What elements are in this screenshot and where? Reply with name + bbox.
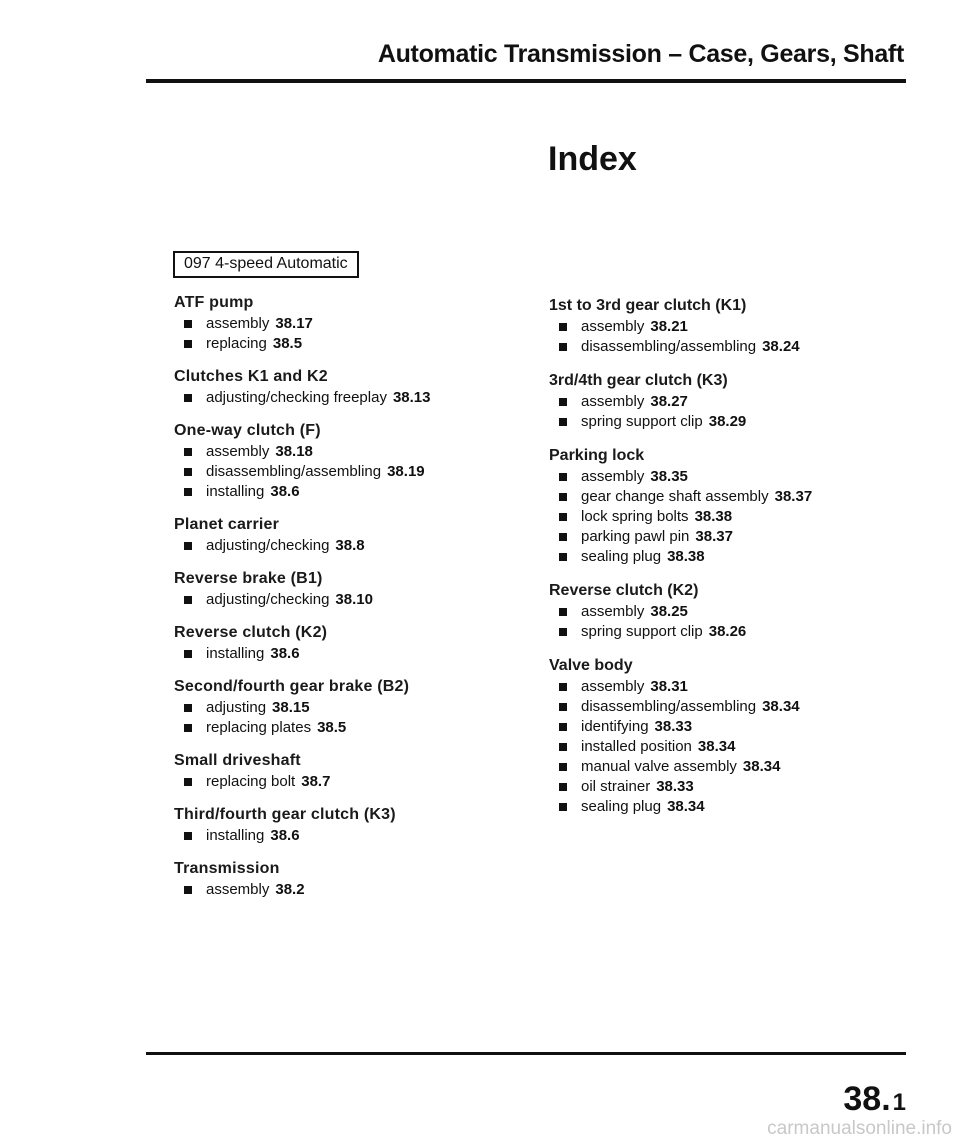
index-group-title: Reverse clutch (K2)	[174, 624, 328, 641]
index-item-page-ref: 38.18	[275, 443, 313, 460]
square-bullet-icon	[184, 704, 192, 712]
square-bullet-icon	[184, 778, 192, 786]
index-item	[174, 334, 534, 354]
index-item-page-ref: 38.19	[387, 463, 425, 480]
index-item-page-ref: 38.2	[275, 881, 305, 898]
transmission-tag: 097 4-speed Automatic	[173, 251, 359, 278]
index-item-page-ref: 38.33	[656, 778, 694, 795]
index-group	[549, 581, 909, 642]
index-item	[549, 527, 909, 547]
square-bullet-icon	[559, 763, 567, 771]
square-bullet-icon	[184, 886, 192, 894]
index-item-text: lock spring bolts	[581, 508, 689, 525]
index-item	[549, 757, 909, 777]
index-item	[549, 507, 909, 527]
header-rule	[146, 79, 906, 83]
index-item-text: oil strainer	[581, 778, 651, 795]
square-bullet-icon	[184, 394, 192, 402]
index-item-page-ref: 38.7	[301, 773, 331, 790]
index-item-text: spring support clip	[581, 623, 703, 640]
index-item-page-ref: 38.26	[708, 623, 747, 640]
index-item-text: installed position	[581, 738, 692, 755]
index-item	[549, 697, 909, 717]
index-group-title: Clutches K1 and K2	[174, 368, 328, 385]
index-item	[549, 412, 909, 432]
index-item-page-ref: 38.6	[270, 483, 300, 500]
index-group-title: 1st to 3rd gear clutch (K1)	[549, 297, 747, 314]
index-item-list	[174, 590, 534, 610]
square-bullet-icon	[184, 448, 192, 456]
index-item-text: adjusting/checking freeplay	[206, 389, 387, 406]
square-bullet-icon	[559, 343, 567, 351]
index-item	[174, 772, 534, 792]
index-title: Index	[548, 140, 637, 178]
index-item	[174, 644, 534, 664]
square-bullet-icon	[559, 608, 567, 616]
index-item-list	[174, 698, 534, 738]
index-item-list	[174, 880, 534, 900]
index-item-text: disassembling/assembling	[206, 463, 382, 480]
index-group-title: Parking lock	[549, 447, 645, 464]
square-bullet-icon	[184, 724, 192, 732]
index-group	[174, 569, 534, 610]
index-item	[549, 737, 909, 757]
index-item-page-ref: 38.27	[650, 393, 688, 410]
index-group-title: Second/fourth gear brake (B2)	[174, 678, 410, 695]
index-item-text: installing	[206, 483, 265, 500]
index-column-left	[174, 293, 534, 913]
page-number	[843, 1080, 906, 1119]
index-item-page-ref: 38.37	[774, 488, 813, 505]
index-item	[174, 462, 534, 482]
index-item-text: assembly	[581, 678, 645, 695]
index-item-list	[549, 602, 909, 642]
square-bullet-icon	[559, 513, 567, 521]
index-group-title: Reverse clutch (K2)	[549, 582, 699, 599]
index-item	[549, 622, 909, 642]
index-item-text: installing	[206, 645, 265, 662]
index-group	[174, 293, 534, 354]
index-item-text: replacing plates	[206, 719, 312, 736]
index-item	[549, 797, 909, 817]
index-item-text: spring support clip	[581, 413, 703, 430]
index-item	[549, 487, 909, 507]
index-group-title: Reverse brake (B1)	[174, 570, 323, 587]
index-item-page-ref: 38.34	[667, 798, 705, 815]
index-item-text: disassembling/assembling	[581, 338, 757, 355]
index-item	[549, 337, 909, 357]
square-bullet-icon	[184, 596, 192, 604]
footer-rule	[146, 1052, 906, 1055]
index-group	[174, 515, 534, 556]
index-item-text: parking pawl pin	[581, 528, 690, 545]
index-group-title: Small driveshaft	[174, 752, 301, 769]
index-group	[174, 805, 534, 846]
index-item	[174, 718, 534, 738]
index-item-list	[174, 536, 534, 556]
index-item-text: sealing plug	[581, 798, 662, 815]
index-item-page-ref: 38.21	[650, 318, 688, 335]
square-bullet-icon	[559, 323, 567, 331]
index-group	[549, 446, 909, 567]
index-item-page-ref: 38.24	[762, 338, 800, 355]
index-item	[549, 777, 909, 797]
index-item	[549, 392, 909, 412]
index-group-title: One-way clutch (F)	[174, 422, 321, 439]
square-bullet-icon	[559, 473, 567, 481]
index-item-text: assembly	[206, 881, 270, 898]
index-item-page-ref: 38.31	[650, 678, 688, 695]
index-item-page-ref: 38.6	[270, 827, 300, 844]
index-item	[549, 717, 909, 737]
index-item-page-ref: 38.5	[272, 335, 303, 352]
page-number-sub: 1	[892, 1089, 906, 1116]
square-bullet-icon	[184, 320, 192, 328]
index-item-list	[549, 467, 909, 567]
square-bullet-icon	[184, 468, 192, 476]
index-group	[549, 296, 909, 357]
index-item-text: assembly	[206, 315, 270, 332]
index-item-text: adjusting/checking	[206, 537, 330, 554]
index-group	[174, 751, 534, 792]
index-item-text: assembly	[581, 468, 645, 485]
square-bullet-icon	[184, 340, 192, 348]
index-item	[174, 826, 534, 846]
square-bullet-icon	[559, 553, 567, 561]
index-item-page-ref: 38.13	[392, 389, 431, 406]
index-item-page-ref: 38.29	[708, 413, 747, 430]
index-group	[174, 367, 534, 408]
square-bullet-icon	[559, 398, 567, 406]
index-item	[174, 698, 534, 718]
index-item-text: gear change shaft assembly	[581, 488, 769, 505]
index-group	[174, 421, 534, 502]
index-item-page-ref: 38.5	[317, 719, 347, 736]
index-item-text: replacing	[206, 335, 267, 352]
index-item-list	[174, 644, 534, 664]
index-column-right	[549, 296, 909, 831]
index-item	[174, 388, 534, 408]
page-header-title: Automatic Transmission – Case, Gears, Shaft	[377, 40, 904, 68]
index-item-page-ref: 38.6	[270, 645, 300, 662]
index-item-list	[174, 388, 534, 408]
index-item-text: assembly	[581, 318, 645, 335]
index-item	[549, 547, 909, 567]
index-item-text: manual valve assembly	[581, 758, 737, 775]
index-item-page-ref: 38.38	[667, 548, 705, 565]
index-item-text: adjusting	[206, 699, 267, 716]
index-item-list	[549, 317, 909, 357]
index-item	[174, 314, 534, 334]
square-bullet-icon	[184, 832, 192, 840]
index-item-text: disassembling/assembling	[581, 698, 757, 715]
index-group-title: Transmission	[174, 860, 280, 877]
index-item-text: assembly	[581, 603, 645, 620]
index-item-page-ref: 38.25	[650, 603, 688, 620]
index-item-text: assembly	[206, 443, 270, 460]
index-item-page-ref: 38.17	[275, 315, 313, 332]
index-item	[174, 482, 534, 502]
index-item-page-ref: 38.34	[742, 758, 781, 775]
index-item-list	[174, 442, 534, 502]
square-bullet-icon	[559, 418, 567, 426]
index-item-text: adjusting/checking	[206, 591, 330, 608]
square-bullet-icon	[559, 743, 567, 751]
index-item-page-ref: 38.38	[694, 508, 733, 525]
index-group	[174, 677, 534, 738]
square-bullet-icon	[184, 542, 192, 550]
index-item	[549, 677, 909, 697]
index-group-title: Third/fourth gear clutch (K3)	[174, 806, 396, 823]
index-group	[174, 623, 534, 664]
index-item	[549, 602, 909, 622]
watermark: carmanualsonline.info	[767, 1118, 952, 1139]
index-item-page-ref: 38.10	[335, 591, 373, 608]
index-group-title: 3rd/4th gear clutch (K3)	[549, 372, 728, 389]
square-bullet-icon	[559, 703, 567, 711]
index-group	[549, 371, 909, 432]
index-item-page-ref: 38.33	[654, 718, 693, 735]
index-item-text: assembly	[581, 393, 645, 410]
index-item-page-ref: 38.34	[762, 698, 800, 715]
index-group-title: Valve body	[549, 657, 633, 674]
index-group	[174, 859, 534, 900]
index-item-text: installing	[206, 827, 265, 844]
square-bullet-icon	[559, 723, 567, 731]
index-item-text: identifying	[581, 718, 649, 735]
index-item-page-ref: 38.15	[272, 699, 310, 716]
index-item-text: sealing plug	[581, 548, 662, 565]
page-number-main: 38.	[843, 1080, 891, 1118]
index-item-page-ref: 38.8	[335, 537, 365, 554]
square-bullet-icon	[559, 493, 567, 501]
index-item-page-ref: 38.34	[697, 738, 736, 755]
index-group-title: Planet carrier	[174, 516, 280, 533]
index-item	[174, 590, 534, 610]
index-item-page-ref: 38.37	[695, 528, 733, 545]
index-item-list	[549, 392, 909, 432]
index-group	[549, 656, 909, 817]
square-bullet-icon	[559, 783, 567, 791]
index-item-text: replacing bolt	[206, 773, 296, 790]
index-item	[174, 536, 534, 556]
index-group-title: ATF pump	[174, 294, 254, 311]
square-bullet-icon	[559, 628, 567, 636]
square-bullet-icon	[559, 803, 567, 811]
square-bullet-icon	[559, 683, 567, 691]
square-bullet-icon	[184, 650, 192, 658]
index-item-list	[174, 826, 534, 846]
index-item-list	[549, 677, 909, 817]
index-item-list	[174, 314, 534, 354]
square-bullet-icon	[559, 533, 567, 541]
index-item	[174, 442, 534, 462]
index-item	[549, 317, 909, 337]
index-item-page-ref: 38.35	[650, 468, 688, 485]
index-item	[174, 880, 534, 900]
square-bullet-icon	[184, 488, 192, 496]
index-item-list	[174, 772, 534, 792]
index-item	[549, 467, 909, 487]
